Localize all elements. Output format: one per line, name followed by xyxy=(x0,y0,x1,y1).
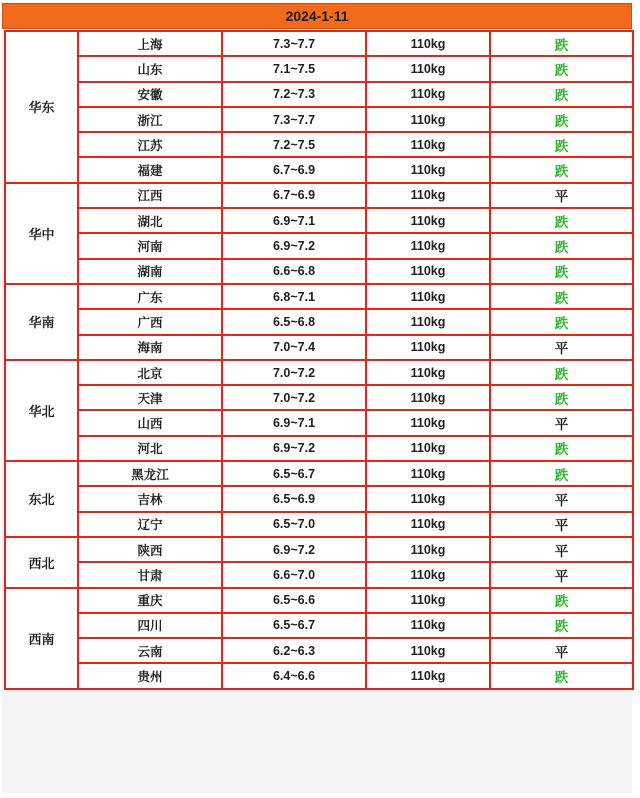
trend-cell: 跌 xyxy=(490,107,633,132)
table-row xyxy=(5,486,633,511)
price-range-cell: 6.9~7.2 xyxy=(222,537,366,562)
trend-cell: 平 xyxy=(490,562,633,587)
price-range-cell: 7.0~7.2 xyxy=(222,360,366,385)
region-cell: 西南 xyxy=(5,588,78,689)
weight-cell: 110kg xyxy=(366,335,490,360)
province-cell: 江苏 xyxy=(78,132,222,157)
price-range-cell: 6.4~6.6 xyxy=(222,663,366,688)
table-row xyxy=(5,436,633,461)
weight-cell: 110kg xyxy=(366,259,490,284)
weight-cell: 110kg xyxy=(366,284,490,309)
weight-cell: 110kg xyxy=(366,208,490,233)
table-row xyxy=(5,56,633,81)
trend-cell: 平 xyxy=(490,537,633,562)
table-row xyxy=(5,385,633,410)
province-cell: 广西 xyxy=(78,309,222,334)
table-row xyxy=(5,588,633,613)
province-cell: 山东 xyxy=(78,56,222,81)
weight-cell: 110kg xyxy=(366,233,490,258)
table-row xyxy=(5,613,633,638)
province-cell: 湖北 xyxy=(78,208,222,233)
province-cell: 吉林 xyxy=(78,486,222,511)
trend-cell: 平 xyxy=(490,638,633,663)
trend-cell: 跌 xyxy=(490,385,633,410)
table-row xyxy=(5,259,633,284)
table-row xyxy=(5,410,633,435)
province-cell: 河北 xyxy=(78,436,222,461)
trend-cell: 平 xyxy=(490,512,633,537)
weight-cell: 110kg xyxy=(366,157,490,182)
weight-cell: 110kg xyxy=(366,638,490,663)
weight-cell: 110kg xyxy=(366,56,490,81)
trend-cell: 跌 xyxy=(490,663,633,688)
price-range-cell: 6.5~7.0 xyxy=(222,512,366,537)
table-row xyxy=(5,233,633,258)
province-cell: 四川 xyxy=(78,613,222,638)
weight-cell: 110kg xyxy=(366,360,490,385)
weight-cell: 110kg xyxy=(366,663,490,688)
table-row xyxy=(5,157,633,182)
trend-cell: 跌 xyxy=(490,82,633,107)
price-range-cell: 6.2~6.3 xyxy=(222,638,366,663)
price-range-cell: 6.9~7.2 xyxy=(222,233,366,258)
table-row xyxy=(5,461,633,486)
price-range-cell: 7.0~7.4 xyxy=(222,335,366,360)
province-cell: 陕西 xyxy=(78,537,222,562)
hog-price-table xyxy=(4,30,634,690)
table-row xyxy=(5,284,633,309)
price-range-cell: 6.5~6.7 xyxy=(222,613,366,638)
trend-cell: 平 xyxy=(490,410,633,435)
weight-cell: 110kg xyxy=(366,410,490,435)
price-range-cell: 6.5~6.9 xyxy=(222,486,366,511)
trend-cell: 跌 xyxy=(490,461,633,486)
weight-cell: 110kg xyxy=(366,183,490,208)
weight-cell: 110kg xyxy=(366,512,490,537)
province-cell: 云南 xyxy=(78,638,222,663)
province-cell: 海南 xyxy=(78,335,222,360)
price-range-cell: 6.6~7.0 xyxy=(222,562,366,587)
province-cell: 上海 xyxy=(78,31,222,56)
region-cell: 东北 xyxy=(5,461,78,537)
weight-cell: 110kg xyxy=(366,132,490,157)
weight-cell: 110kg xyxy=(366,31,490,56)
price-range-cell: 7.3~7.7 xyxy=(222,107,366,132)
table-row xyxy=(5,360,633,385)
province-cell: 河南 xyxy=(78,233,222,258)
weight-cell: 110kg xyxy=(366,486,490,511)
province-cell: 黑龙江 xyxy=(78,461,222,486)
province-cell: 重庆 xyxy=(78,588,222,613)
weight-cell: 110kg xyxy=(366,562,490,587)
price-range-cell: 7.2~7.3 xyxy=(222,82,366,107)
table-row xyxy=(5,183,633,208)
table-row xyxy=(5,335,633,360)
weight-cell: 110kg xyxy=(366,537,490,562)
price-range-cell: 6.5~6.8 xyxy=(222,309,366,334)
region-cell: 华中 xyxy=(5,183,78,284)
weight-cell: 110kg xyxy=(366,588,490,613)
table-row xyxy=(5,309,633,334)
weight-cell: 110kg xyxy=(366,107,490,132)
trend-cell: 跌 xyxy=(490,259,633,284)
trend-cell: 跌 xyxy=(490,309,633,334)
price-range-cell: 7.0~7.2 xyxy=(222,385,366,410)
weight-cell: 110kg xyxy=(366,309,490,334)
trend-cell: 跌 xyxy=(490,613,633,638)
province-cell: 北京 xyxy=(78,360,222,385)
price-range-cell: 7.2~7.5 xyxy=(222,132,366,157)
trend-cell: 跌 xyxy=(490,31,633,56)
trend-cell: 跌 xyxy=(490,360,633,385)
province-cell: 安徽 xyxy=(78,82,222,107)
weight-cell: 110kg xyxy=(366,461,490,486)
region-cell: 华南 xyxy=(5,284,78,360)
date-header: 2024-1-11 xyxy=(2,3,632,29)
table-row xyxy=(5,208,633,233)
weight-cell: 110kg xyxy=(366,82,490,107)
table-row xyxy=(5,31,633,56)
trend-cell: 平 xyxy=(490,335,633,360)
price-range-cell: 6.5~6.6 xyxy=(222,588,366,613)
price-range-cell: 6.5~6.7 xyxy=(222,461,366,486)
province-cell: 甘肃 xyxy=(78,562,222,587)
trend-cell: 跌 xyxy=(490,284,633,309)
weight-cell: 110kg xyxy=(366,385,490,410)
province-cell: 江西 xyxy=(78,183,222,208)
trend-cell: 跌 xyxy=(490,56,633,81)
price-range-cell: 7.1~7.5 xyxy=(222,56,366,81)
trend-cell: 平 xyxy=(490,486,633,511)
table-row xyxy=(5,562,633,587)
price-range-cell: 6.7~6.9 xyxy=(222,183,366,208)
table-body xyxy=(5,31,633,689)
weight-cell: 110kg xyxy=(366,613,490,638)
table-row xyxy=(5,132,633,157)
table-row xyxy=(5,107,633,132)
region-cell: 华北 xyxy=(5,360,78,461)
province-cell: 浙江 xyxy=(78,107,222,132)
table-row xyxy=(5,82,633,107)
province-cell: 福建 xyxy=(78,157,222,182)
table-row xyxy=(5,537,633,562)
table-row xyxy=(5,512,633,537)
province-cell: 广东 xyxy=(78,284,222,309)
trend-cell: 平 xyxy=(490,183,633,208)
province-cell: 天津 xyxy=(78,385,222,410)
trend-cell: 跌 xyxy=(490,588,633,613)
price-sheet xyxy=(2,3,632,793)
price-range-cell: 7.3~7.7 xyxy=(222,31,366,56)
province-cell: 山西 xyxy=(78,410,222,435)
weight-cell: 110kg xyxy=(366,436,490,461)
table-row xyxy=(5,663,633,688)
price-range-cell: 6.7~6.9 xyxy=(222,157,366,182)
trend-cell: 跌 xyxy=(490,157,633,182)
price-range-cell: 6.6~6.8 xyxy=(222,259,366,284)
table-row xyxy=(5,638,633,663)
trend-cell: 跌 xyxy=(490,208,633,233)
region-cell: 华东 xyxy=(5,31,78,183)
province-cell: 辽宁 xyxy=(78,512,222,537)
province-cell: 贵州 xyxy=(78,663,222,688)
trend-cell: 跌 xyxy=(490,436,633,461)
region-cell: 西北 xyxy=(5,537,78,588)
trend-cell: 跌 xyxy=(490,132,633,157)
price-range-cell: 6.8~7.1 xyxy=(222,284,366,309)
price-range-cell: 6.9~7.1 xyxy=(222,208,366,233)
trend-cell: 跌 xyxy=(490,233,633,258)
price-range-cell: 6.9~7.2 xyxy=(222,436,366,461)
price-range-cell: 6.9~7.1 xyxy=(222,410,366,435)
province-cell: 湖南 xyxy=(78,259,222,284)
